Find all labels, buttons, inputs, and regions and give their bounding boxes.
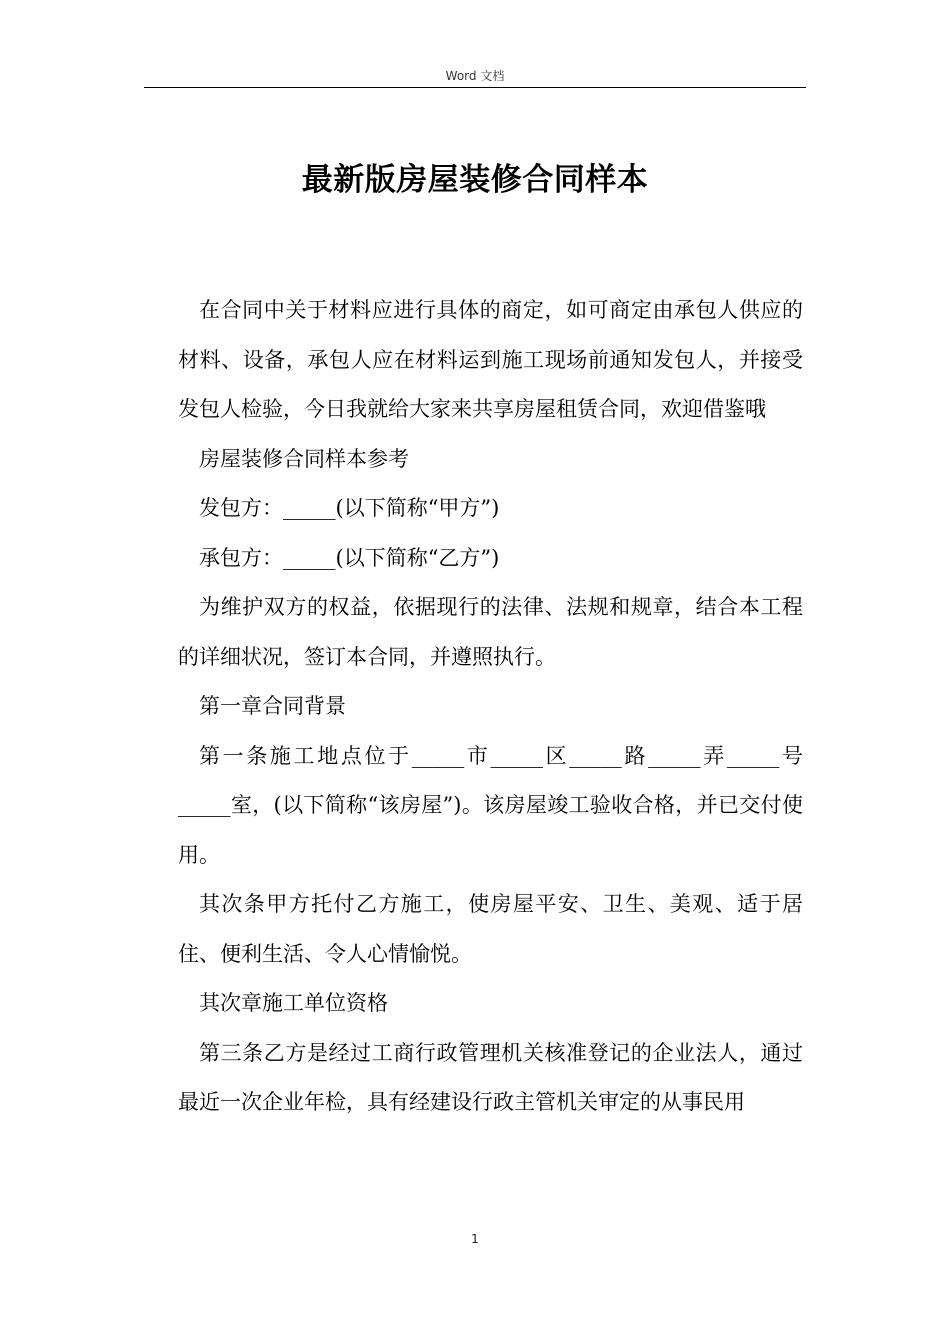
paragraph-chapter-1-heading: 第一章合同背景 xyxy=(199,694,346,718)
page-header-label: Word 文档 xyxy=(445,69,505,83)
page-number: 1 xyxy=(471,1232,479,1246)
paragraph-chapter-2-heading: 其次章施工单位资格 xyxy=(199,991,388,1015)
paragraph-article-3: 第三条乙方是经过工商行政管理机关核准登记的企业法人，通过最近一次企业年检，具有经建设行政主管机关审定的从事民用 xyxy=(178,1040,803,1114)
paragraph-purpose: 为维护双方的权益，依据现行的法律、法规和规章，结合本工程的详细状况，签订本合同，并遵照执行。 xyxy=(178,595,803,669)
document-title: 最新版房屋装修合同样本 xyxy=(301,162,649,198)
paragraph-intro: 在合同中关于材料应进行具体的商定，如可商定由承包人供应的材料、设备，承包人应在材料运到施工现场前通知发包人，并接受发包人检验，今日我就给大家来共享房屋租赁合同，欢迎借鉴哦 xyxy=(178,298,803,421)
paragraph-party-b: 承包方：_____(以下简称“乙方”) xyxy=(199,545,500,570)
paragraph-article-2: 其次条甲方托付乙方施工，使房屋平安、卫生、美观、适于居住、便利生活、令人心情愉悦。 xyxy=(178,892,803,966)
paragraph-article-1: 第一条施工地点位于_____市_____区_____路_____弄_____号_____室，(以下简称“该房屋”)。该房屋竣工验收合格，并已交付使用。 xyxy=(178,743,803,867)
paragraph-party-a: 发包方：_____(以下简称“甲方”) xyxy=(199,496,500,520)
header-divider xyxy=(144,87,806,88)
document-body xyxy=(178,286,803,1128)
paragraph-sample-reference: 房屋装修合同样本参考 xyxy=(199,446,409,471)
